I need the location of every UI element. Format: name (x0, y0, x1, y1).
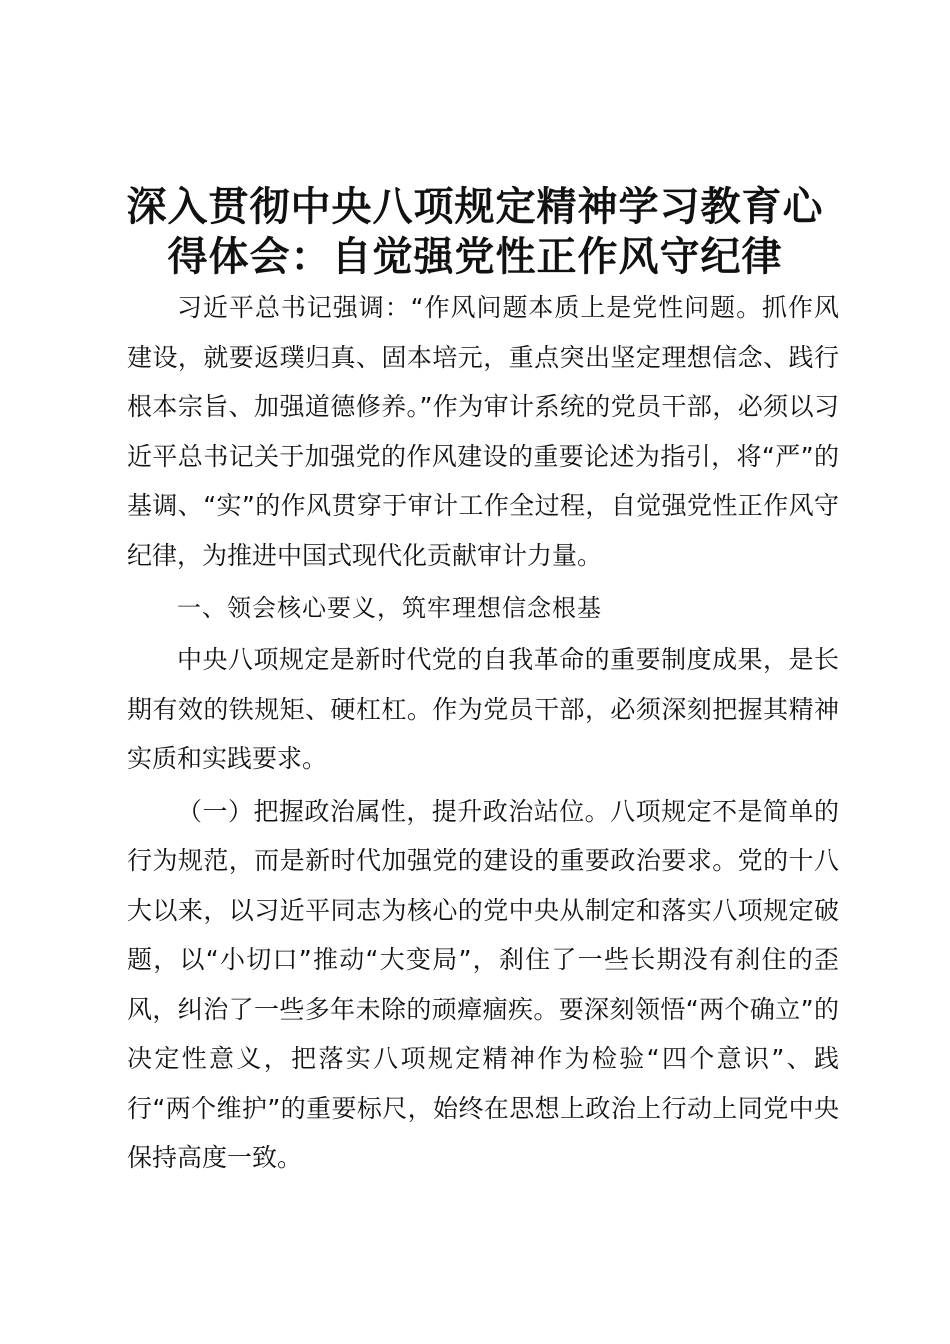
section-heading: 一、领会核心要义，筑牢理想信念根基 (177, 594, 602, 622)
body-paragraph: 中央八项规定是新时代党的自我革命的重要制度成果，是长期有效的铁规矩、硬杠杠。作为党员干部，必须深刻把握其精神实质和实践要求。 (127, 645, 839, 773)
title-line-1: 深入贯彻中央八项规定精神学习教育心 (126, 183, 824, 230)
intro-paragraph: 习近平总书记强调：“作风问题本质上是党性问题。抓作风建设，就要返璞归真、固本培元，重点突出坚定理想信念、践行根本宗旨、加强道德修养。”作为审计系统的党员干部，必须以习近平总书记关于加强党的作风建设的重要论述为指引，将“严”的基调、“实”的作风贯穿于审计工作全过程，自觉强党性正作风守纪律，为推进中国式现代化贡献审计力量。 (127, 293, 839, 570)
document-title (80, 182, 870, 282)
document-body (127, 283, 839, 1183)
title-line-2: 得体会：自觉强党性正作风守纪律 (167, 233, 783, 280)
body-paragraph: （一）把握政治属性，提升政治站位。八项规定不是简单的行为规范，而是新时代加强党的建设的重要政治要求。党的十八大以来，以习近平同志为核心的党中央从制定和落实八项规定破题，以“小切口”推动“大变局”，刹住了一些长期没有刹住的歪风，纠治了一些多年未除的顽瘴痼疾。要深刻领悟“两个确立”的决定性意义，把落实八项规定精神作为检验“四个意识”、践行“两个维护”的重要标尺，始终在思想上政治上行动上同党中央保持高度一致。 (127, 796, 839, 1172)
